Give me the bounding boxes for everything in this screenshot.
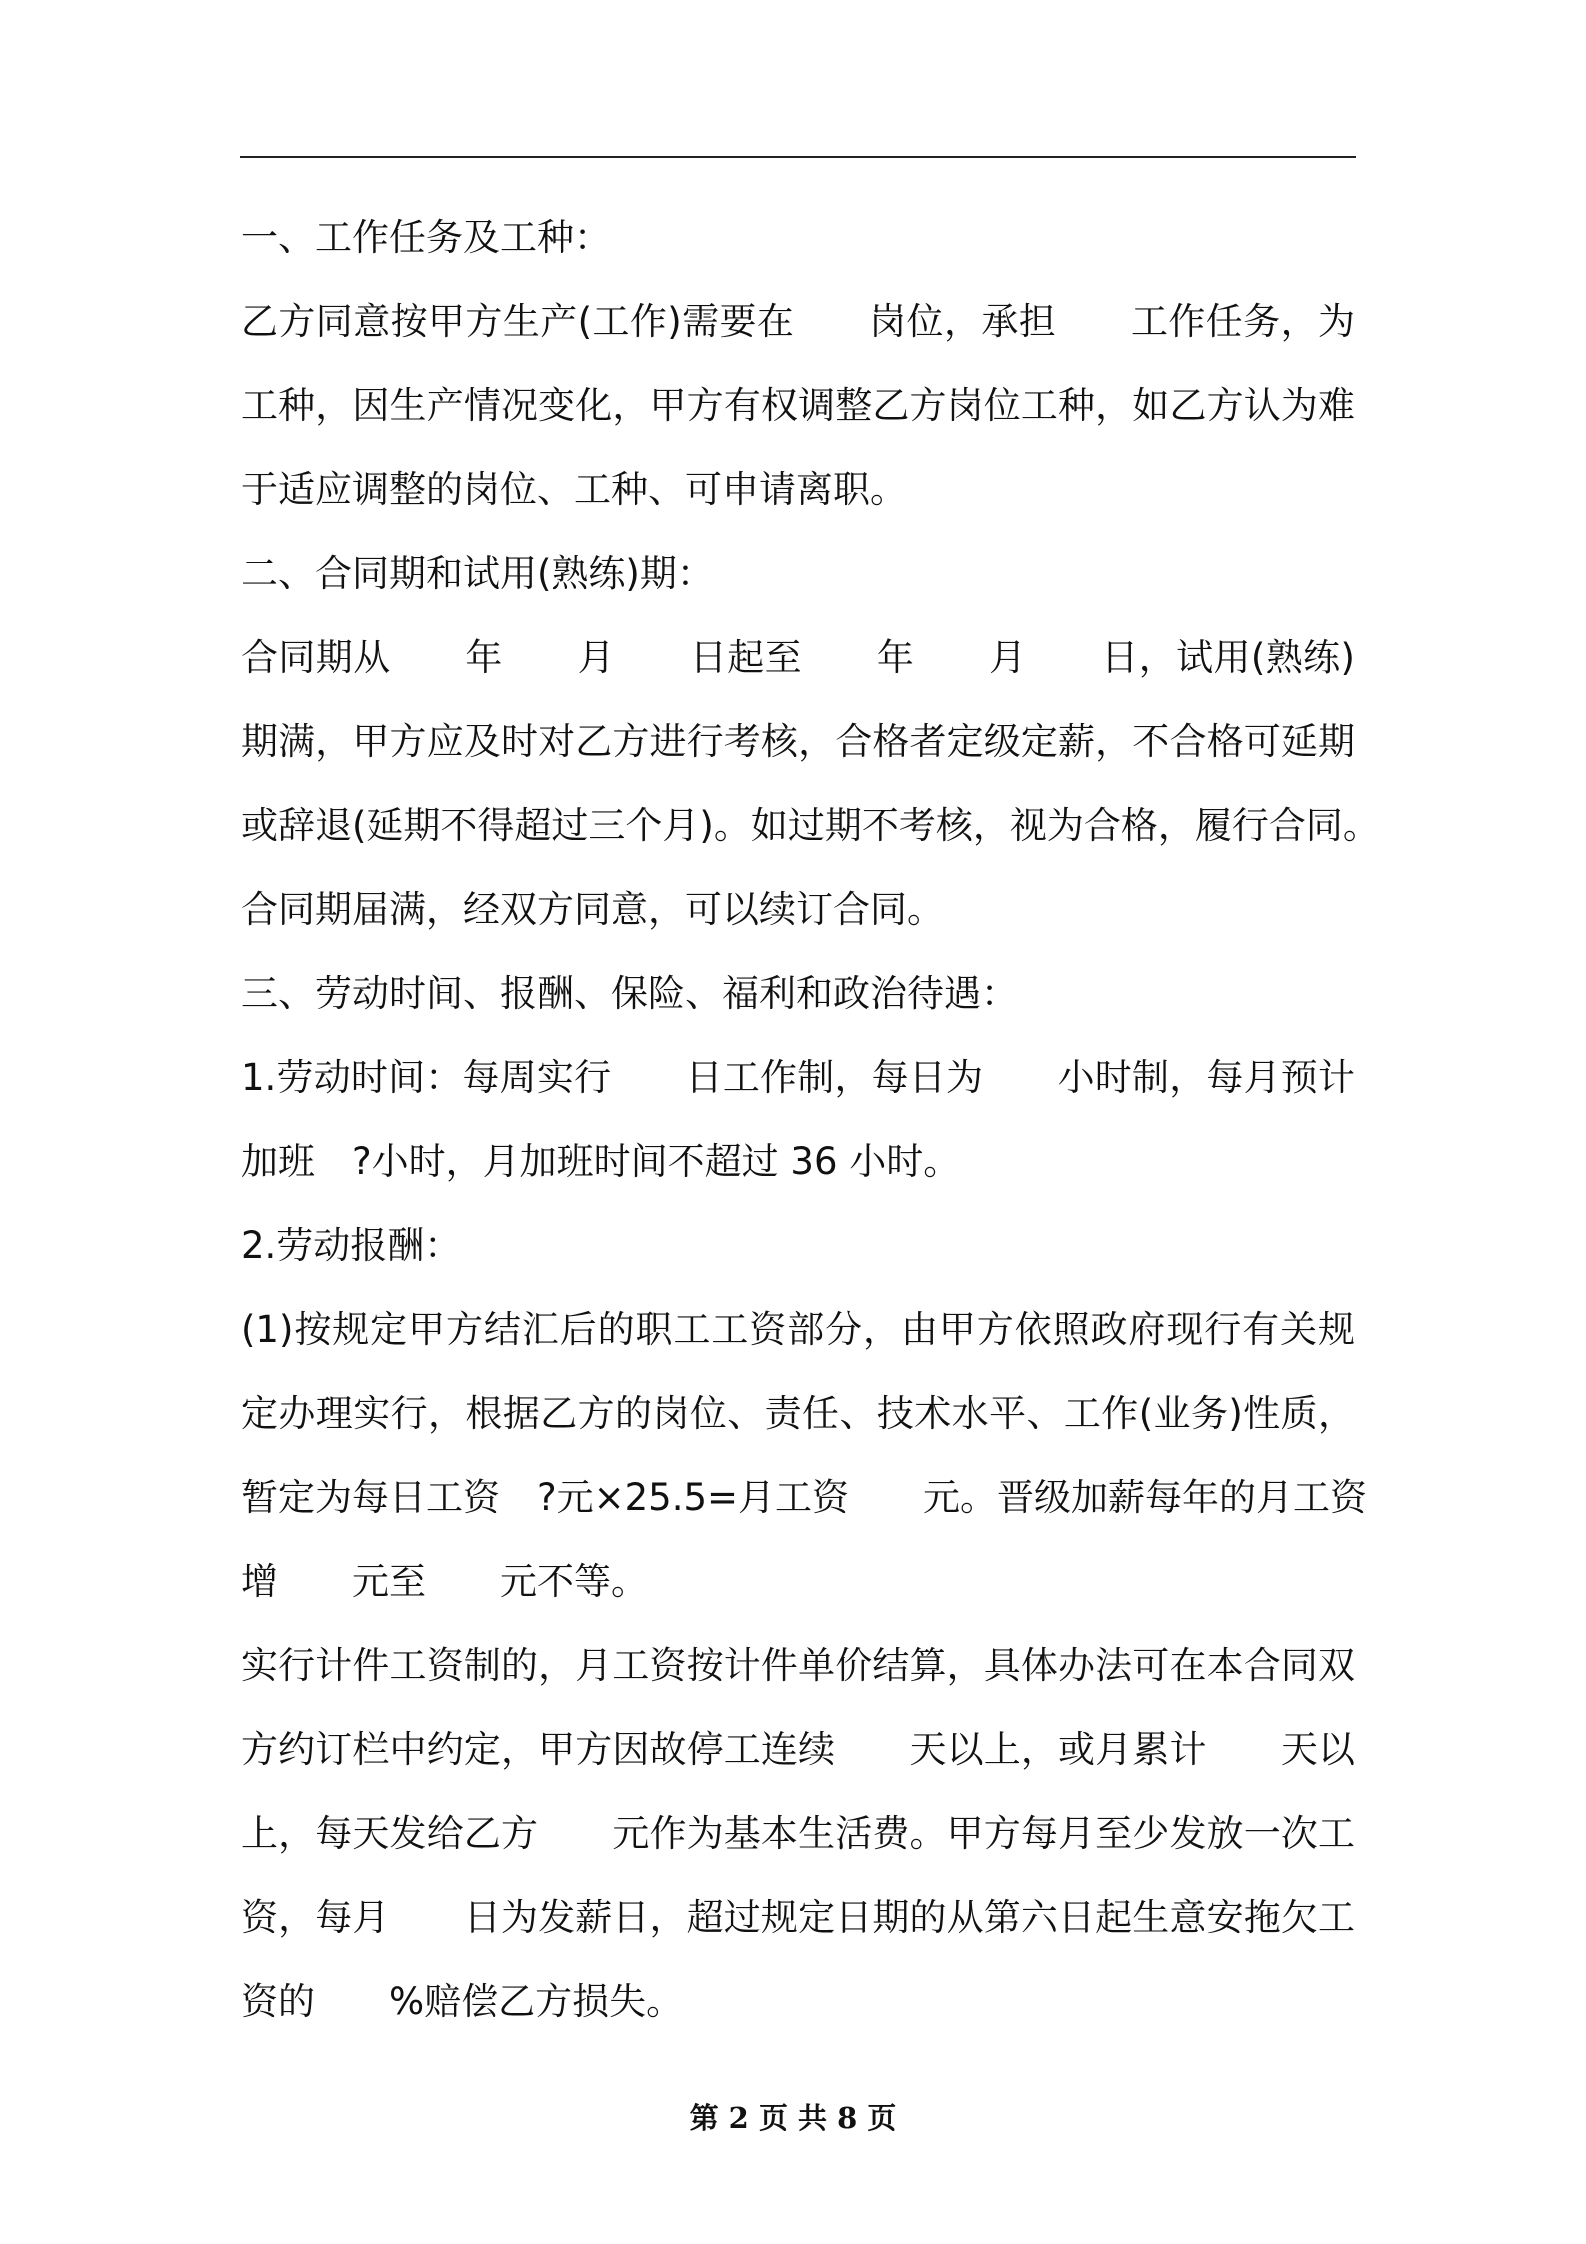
paragraph-line: 上，每天发给乙方 元作为基本生活费。甲方每月至少发放一次工: [241, 1812, 1355, 1855]
header-rule: [240, 156, 1356, 158]
paragraph-line: 实行计件工资制的，月工资按计件单价结算，具体办法可在本合同双: [241, 1644, 1355, 1687]
paragraph-line: 乙方同意按甲方生产(工作)需要在 岗位，承担 工作任务，为: [241, 300, 1355, 343]
paragraph-line: 定办理实行，根据乙方的岗位、责任、技术水平、工作(业务)性质，: [241, 1392, 1355, 1435]
paragraph-line: 1.劳动时间：每周实行 日工作制，每日为 小时制，每月预计: [241, 1056, 1355, 1099]
paragraph-line: 或辞退(延期不得超过三个月)。如过期不考核，视为合格，履行合同。: [241, 804, 1380, 847]
paragraph-line: 期满，甲方应及时对乙方进行考核，合格者定级定薪，不合格可延期: [241, 720, 1355, 763]
paragraph-line: 合同期从 年 月 日起至 年 月 日，试用(熟练): [241, 636, 1355, 679]
subsection-heading: 2.劳动报酬：: [241, 1224, 462, 1267]
paragraph-line: 增 元至 元不等。: [241, 1560, 648, 1603]
paragraph-line: 资的 %赔偿乙方损失。: [241, 1980, 684, 2023]
paragraph-line: 加班 ?小时，月加班时间不超过 36 小时。: [241, 1140, 961, 1183]
paragraph-line: 资，每月 日为发薪日，超过规定日期的从第六日起生意安拖欠工: [241, 1896, 1355, 1939]
paragraph-line: 工种，因生产情况变化，甲方有权调整乙方岗位工种，如乙方认为难: [241, 384, 1355, 427]
paragraph-line: 暂定为每日工资 ?元×25.5=月工资 元。晋级加薪每年的月工资: [241, 1476, 1368, 1519]
paragraph-line: 合同期届满，经双方同意，可以续订合同。: [241, 888, 944, 931]
section-heading-2: 二、合同期和试用(熟练)期：: [241, 552, 714, 595]
section-heading-1: 一、工作任务及工种：: [241, 216, 611, 259]
paragraph-line: 于适应调整的岗位、工种、可申请离职。: [241, 468, 907, 511]
page-number-footer: 第 2 页 共 8 页: [689, 2101, 897, 2135]
section-heading-3: 三、劳动时间、报酬、保险、福利和政治待遇：: [241, 972, 1018, 1015]
paragraph-line: (1)按规定甲方结汇后的职工工资部分，由甲方依照政府现行有关规: [241, 1308, 1355, 1351]
paragraph-line: 方约订栏中约定，甲方因故停工连续 天以上，或月累计 天以: [241, 1728, 1355, 1771]
document-body: [241, 196, 1380, 2044]
